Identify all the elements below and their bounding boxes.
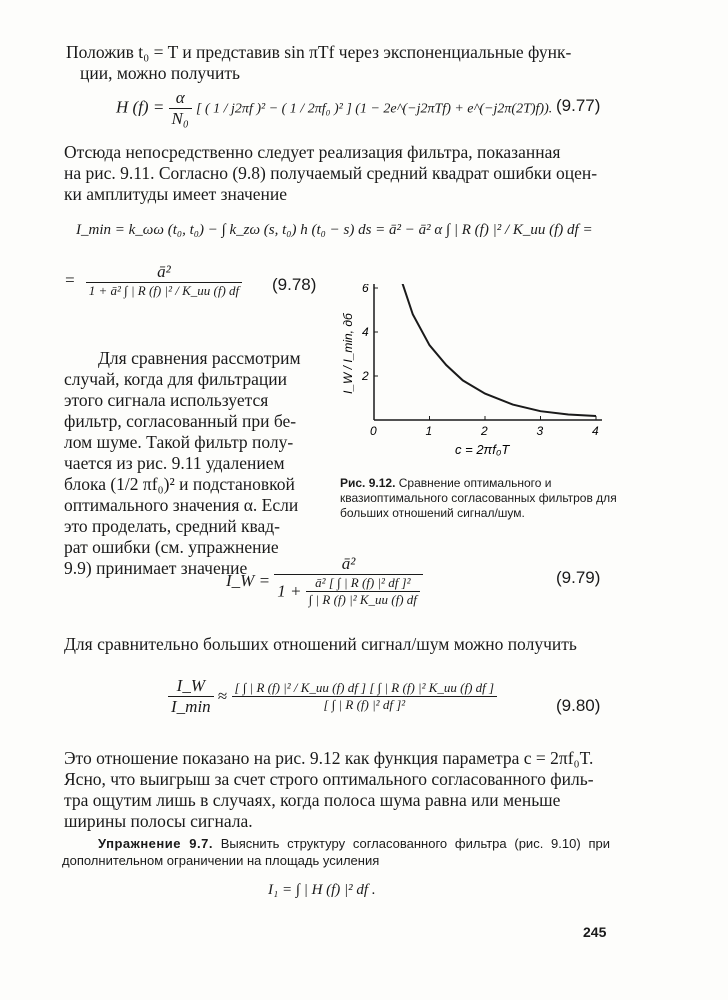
text-line: лом шуме. Такой фильтр полу- <box>64 432 294 452</box>
eq-lhs-fraction <box>168 676 214 717</box>
text-line: Для сравнения рассмотрим <box>98 348 301 368</box>
text-line: тра ощутим лишь в случаях, когда полоса шума равна или меньше <box>64 790 561 810</box>
text-line: на рис. 9.11. Согласно (9.8) получаемый средний квадрат ошибки оцен- <box>64 163 598 183</box>
page-number: 245 <box>583 924 607 940</box>
intro-paragraph <box>66 42 614 84</box>
eq-fraction-num: ā² <box>274 554 423 575</box>
paragraph-4 <box>64 634 612 655</box>
eq-fraction-den: [ ∫ | R (f) |² df ]² <box>323 697 406 712</box>
figure-caption <box>340 476 618 521</box>
equation-9-78-line2 <box>64 262 242 299</box>
eq-inner-den: ∫ | R (f) |² K_uu (f) df <box>308 592 417 607</box>
eq-fraction-den: 1 + ā² ∫ | R (f) |² / K_uu (f) df <box>88 283 240 298</box>
x-tick-label: 2 <box>481 424 488 438</box>
figure-9-12-chart <box>336 284 616 464</box>
eq-fraction-num: [ ∫ | R (f) |² / K_uu (f) df ] [ ∫ | R (f) |² K_uu (f) df ] <box>232 680 498 697</box>
eq-inner-fraction <box>306 575 420 608</box>
equation-number: (9.80) <box>556 696 601 715</box>
exercise-text: Выяснить структуру согласованного фильтра (рис. 9.10) при дополнительном ограничении на площадь усиления <box>62 836 610 868</box>
text-line: Отсюда непосредственно следует реализация фильтра, показанная <box>64 142 561 162</box>
x-tick-label: 4 <box>592 424 599 438</box>
text-line: чается из рис. 9.11 удалением <box>64 453 285 473</box>
text-line: это проделать, средний квад- <box>64 516 280 536</box>
figure-caption-text: Сравнение оптимального и квазиоптимального согласованных фильтров для больших отношений сигнал/шум. <box>340 476 617 520</box>
text-line: Это отношение показано на рис. 9.12 как функция параметра c = 2πf₀T. <box>64 748 594 768</box>
x-axis-label: c = 2πf₀T <box>455 442 510 457</box>
paragraph-2 <box>64 142 612 205</box>
equation-9-78-line1: I_min = k_ωω (t₀, t₀) − ∫ k_zω (s, t₀) h (t₀ − s) ds = ā² − ā² α ∫ | R (f) |² / K_uu (f) df = <box>76 222 593 238</box>
y-axis-label: I_W / I_min, дб <box>341 313 355 394</box>
eq-fraction <box>274 554 423 608</box>
y-tick-label: 6 <box>362 284 369 295</box>
eq-fraction-den: N₀ <box>171 109 189 128</box>
text-line: Положив t₀ = T и представив sin πTf через экспоненциальные функ- <box>66 42 572 62</box>
x-tick-label: 1 <box>425 424 433 438</box>
y-tick-label: 2 <box>362 369 369 383</box>
text-line: 9.9) принимает значение <box>64 558 248 578</box>
eq-fraction-num: ā² <box>86 262 242 283</box>
text-line: фильтр, согласованный при бе- <box>64 411 297 431</box>
figure-caption-label: Рис. 9.12. <box>340 476 396 490</box>
exercise-label: Упражнение 9.7. <box>98 836 213 851</box>
equation-9-80 <box>168 676 497 717</box>
eq-approx: ≈ <box>217 686 228 706</box>
eq-inner-num: ā² [ ∫ | R (f) |² df ]² <box>306 575 420 592</box>
equation-9-79 <box>226 554 423 608</box>
x-tick-label: 0 <box>370 424 377 438</box>
text-line: Ясно, что выигрыш за счет строго оптимального согласованного филь- <box>64 769 594 789</box>
exercise-9-7 <box>62 835 610 869</box>
paragraph-3 <box>64 348 318 579</box>
x-tick-label: 3 <box>536 424 544 438</box>
text-line: ции, можно получить <box>80 63 240 83</box>
text-line: оптимального значения α. Если <box>64 495 299 515</box>
text-line: блока (1/2 πf₀)² и подстановкой <box>64 474 295 494</box>
y-tick-label: 4 <box>362 325 369 339</box>
exercise-formula: I₁ = ∫ | H (f) |² df . <box>268 882 376 898</box>
eq-lhs-den: I_min <box>171 697 211 716</box>
eq-lead: = <box>64 270 76 290</box>
text-line: этого сигнала используется <box>64 390 269 410</box>
eq-lhs: H (f) = <box>116 97 165 117</box>
equation-9-77 <box>116 88 552 129</box>
eq-lhs-num: I_W <box>168 676 214 697</box>
text-line: случай, когда для фильтрации <box>64 369 287 389</box>
equation-number: (9.79) <box>556 568 601 587</box>
eq-fraction <box>169 88 192 129</box>
eq-den-lead: 1 + <box>277 581 302 601</box>
text-line: ширины полосы сигнала. <box>64 811 253 831</box>
eq-fraction <box>232 680 498 713</box>
series-line <box>402 284 596 416</box>
text-line: ки амплитуды имеет значение <box>64 184 288 204</box>
equation-number: (9.78) <box>272 275 317 294</box>
eq-fraction-num: α <box>169 88 192 109</box>
eq-fraction-den <box>274 575 423 608</box>
eq-body: [ ( 1 / j2πf )² − ( 1 / 2πf₀ )² ] (1 − 2e^(−j2πTf) + e^(−j2π(2T)f)). <box>196 101 553 117</box>
paragraph-5 <box>64 748 612 832</box>
eq-lhs: I_W = <box>226 571 271 590</box>
eq-fraction <box>86 262 242 299</box>
equation-number: (9.77) <box>556 96 601 115</box>
text-line: Для сравнительно больших отношений сигнал/шум можно получить <box>64 634 577 654</box>
text-line: рат ошибки (см. упражнение <box>64 537 279 557</box>
